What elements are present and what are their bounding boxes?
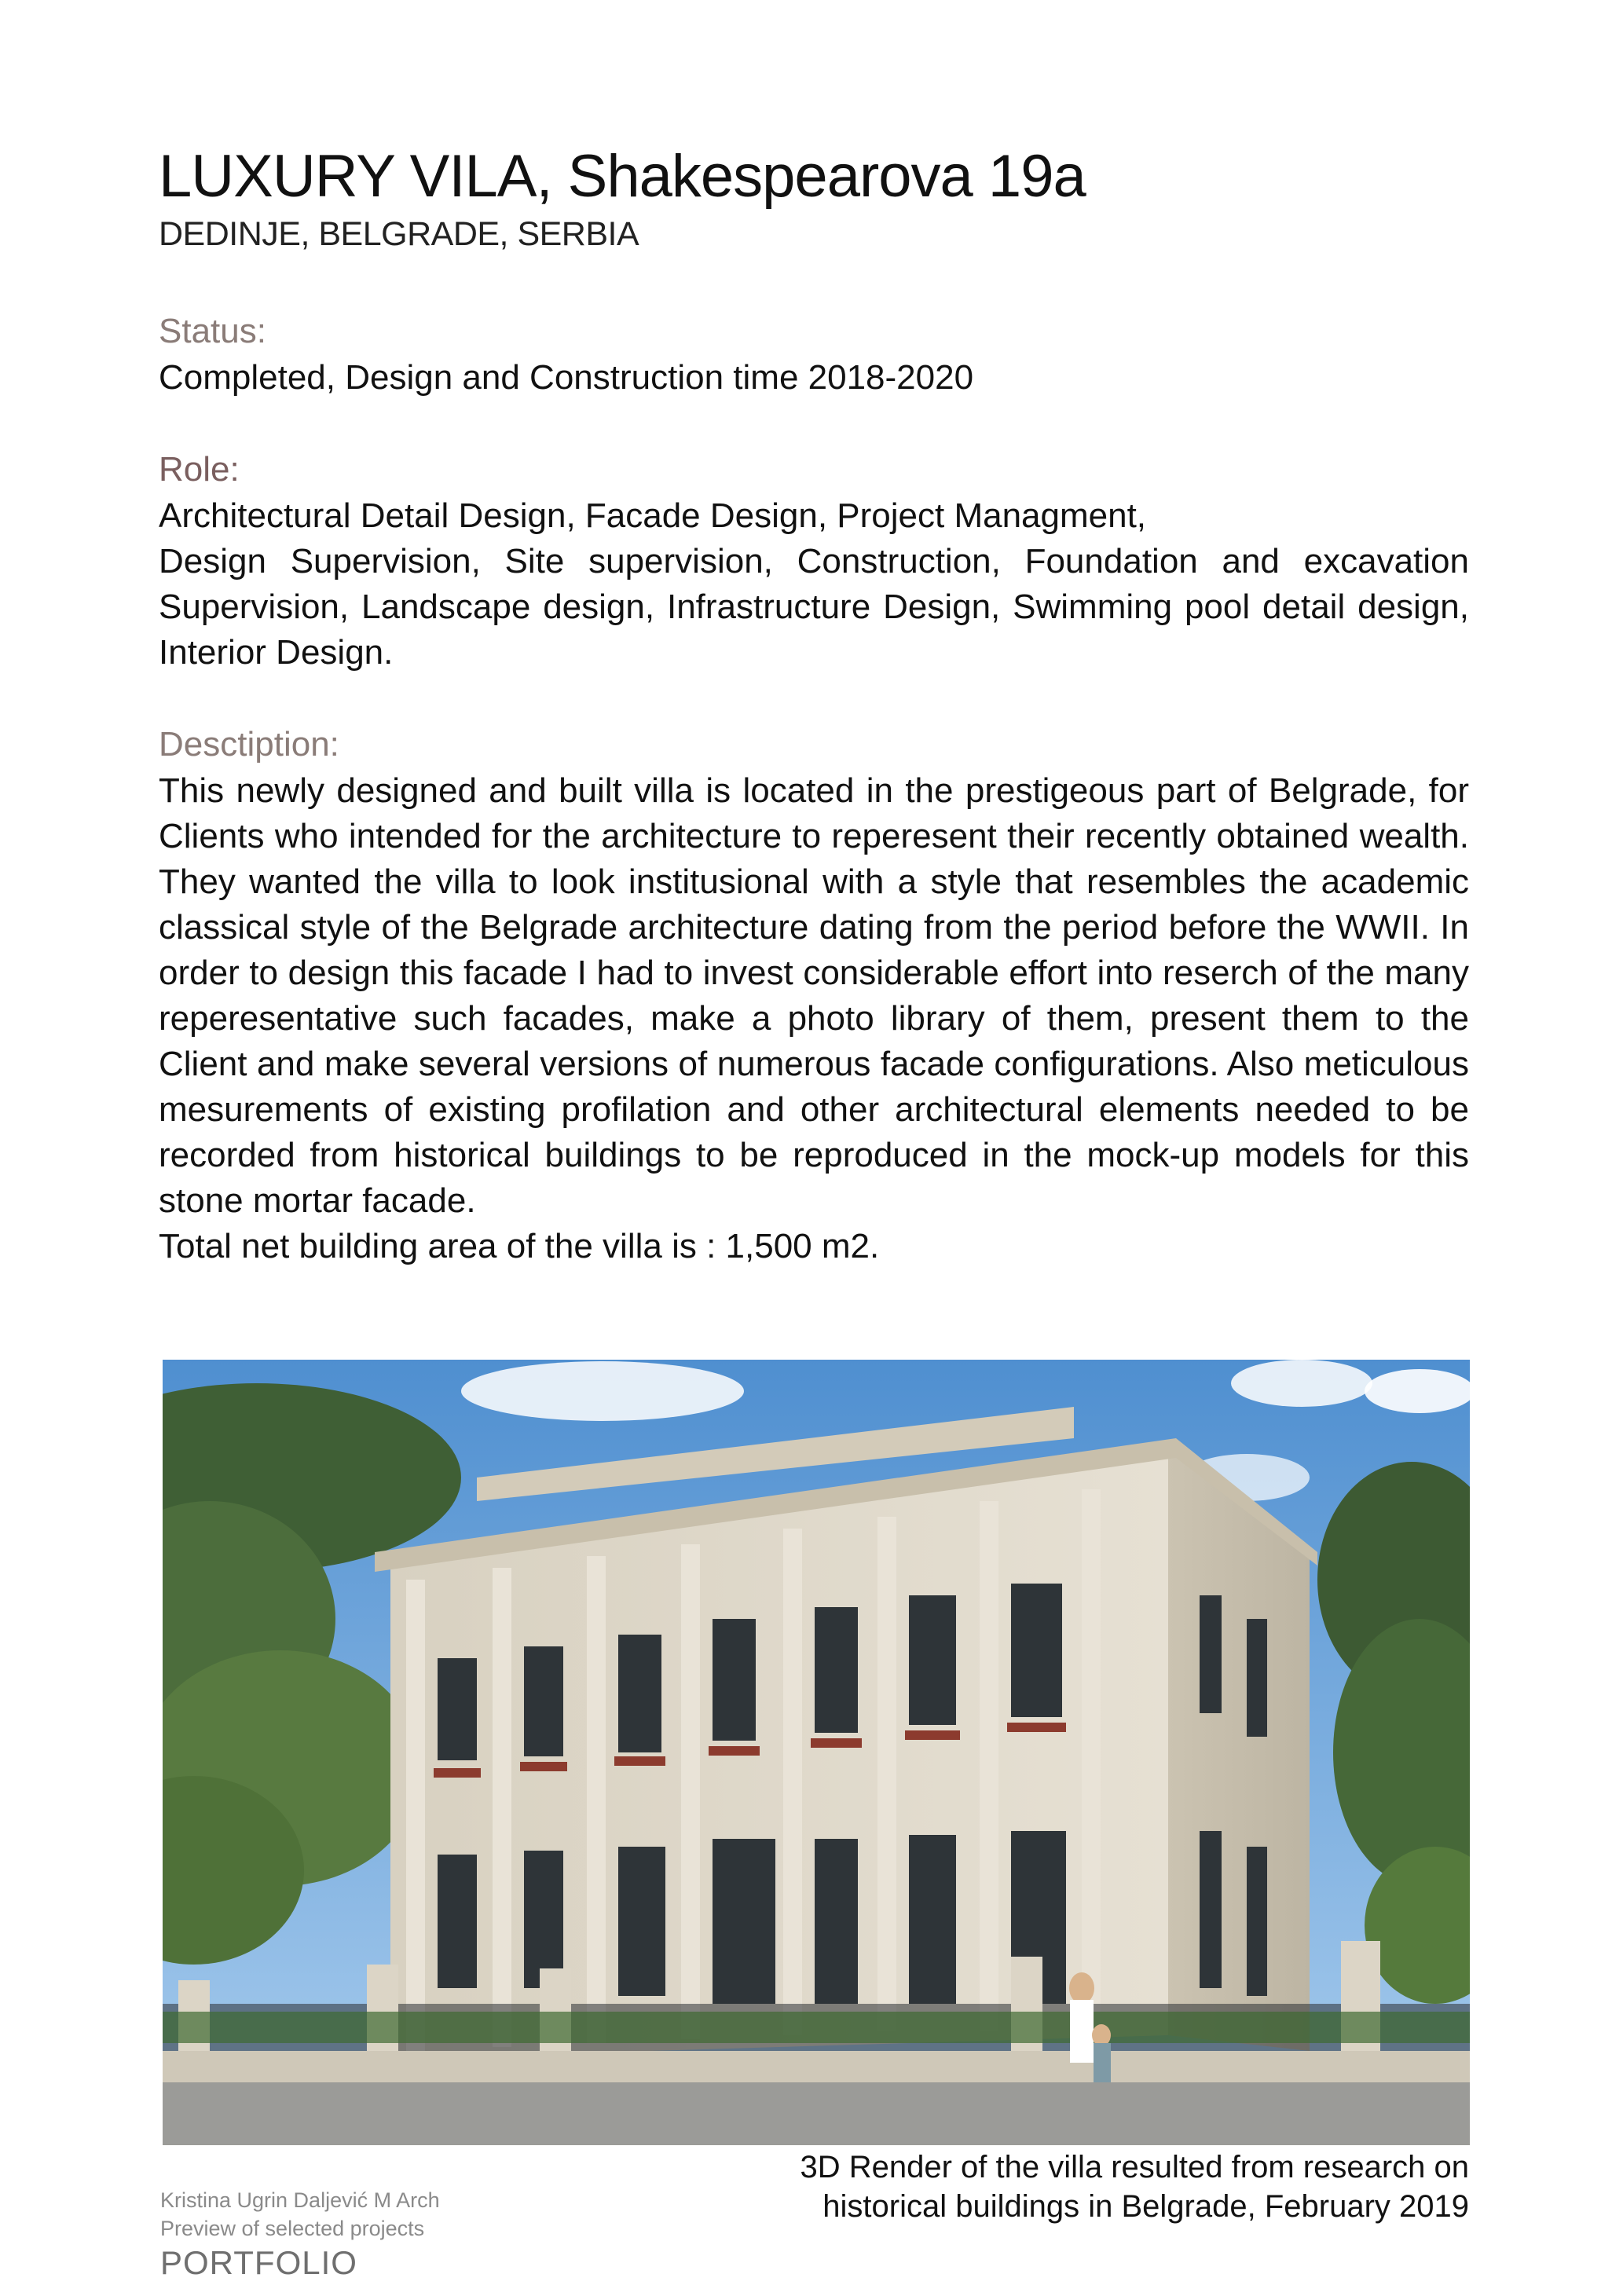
image-caption-line-1: 3D Render of the villa resulted from research on <box>800 2150 1469 2184</box>
status-value: Completed, Design and Construction time 2018-2020 <box>159 358 974 397</box>
footer-portfolio: PORTFOLIO <box>160 2244 357 2281</box>
description-text <box>159 768 1469 1269</box>
project-title: LUXURY VILA, Shakespearova 19a <box>159 143 1086 210</box>
villa-render-illustration <box>163 1360 1470 2145</box>
project-location: DEDINJE, BELGRADE, SERBIA <box>159 215 639 253</box>
description-label: Desctiption: <box>159 725 339 764</box>
status-label: Status: <box>159 312 266 350</box>
description-paragraph: This newly designed and built villa is located in the prestigeous part of Belgrade, for Clients who intended for the architecture to reperesent their recently obtained wealth. They wanted the villa to look institusional with a style that resembles the academic classical style of the Belgrade architecture dating from the period before the WWII. In order to design this facade I had to invest considerable effort into reserch of the many reperesentative such facades, make a photo library of them, present them to the Client and make several versions of numerous facade configurations. Also meticulous mesurements of existing profilation and other architectural elements needed to be recorded from historical buildings to be reproduced in the mock-up models for this stone mortar facade. <box>159 771 1469 1220</box>
villa-render-image <box>163 1360 1470 2145</box>
image-caption-line-2: historical buildings in Belgrade, February 2019 <box>822 2189 1469 2224</box>
role-label: Role: <box>159 450 240 489</box>
footer-subtitle: Preview of selected projects <box>160 2217 425 2240</box>
role-text <box>159 493 1469 676</box>
footer-author: Kristina Ugrin Daljević M Arch <box>160 2188 440 2212</box>
role-line-1: Architectural Detail Design, Facade Design, Project Managment, <box>159 496 1147 535</box>
status-text <box>159 355 1469 401</box>
description-area: Total net building area of the villa is : 1,500 m2. <box>159 1227 880 1265</box>
role-line-2: Design Supervision, Site supervision, Construction, Foundation and excavation Supervision, Landscape design, Infrastructure Design, Swimming pool detail design, Interior Design. <box>159 542 1469 672</box>
image-caption <box>683 2148 1469 2226</box>
